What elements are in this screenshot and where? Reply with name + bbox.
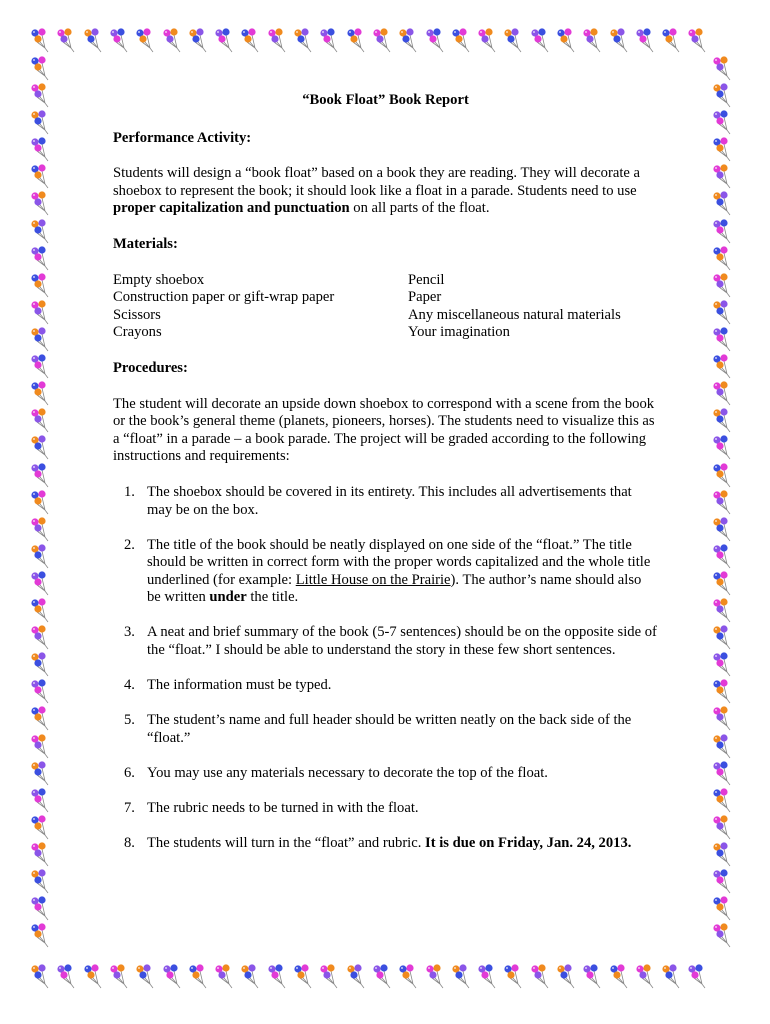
balloon-bunch-icon: [713, 896, 730, 920]
balloon-bunch-icon: [31, 191, 48, 215]
balloon-bunch-icon: [189, 964, 206, 988]
balloon-bunch-icon: [268, 28, 285, 52]
balloon-bunch-icon: [189, 28, 206, 52]
balloon-bunch-icon: [713, 490, 730, 514]
material-item: Construction paper or gift-wrap paper: [113, 289, 335, 306]
performance-text-1: Students will design a “book float” based on a book they are reading. They will decorate a shoebox to represent the book; it should look like a float in a parade. Students need to use: [113, 165, 640, 199]
balloon-bunch-icon: [478, 28, 495, 52]
balloon-bunch-icon: [713, 246, 730, 270]
balloon-bunch-icon: [713, 761, 730, 785]
balloon-bunch-icon: [713, 815, 730, 839]
balloon-bunch-icon: [31, 463, 48, 487]
balloon-bunch-icon: [31, 761, 48, 785]
balloon-bunch-icon: [610, 964, 627, 988]
step-text: The shoebox should be covered in its entirety. This includes all advertisements that may be on the box.: [147, 483, 632, 518]
balloon-bunch-icon: [31, 869, 48, 893]
step-item: [113, 484, 658, 519]
step-number: 5.: [124, 712, 135, 729]
balloon-bunch-icon: [31, 544, 48, 568]
balloon-bunch-icon: [713, 137, 730, 161]
step-text: the title.: [246, 589, 299, 606]
balloon-bunch-icon: [31, 300, 48, 324]
balloon-bunch-icon: [31, 435, 48, 459]
balloon-bunch-icon: [110, 964, 127, 988]
balloon-bunch-icon: [31, 137, 48, 161]
balloon-bunch-icon: [31, 679, 48, 703]
balloon-bunch-icon: [31, 896, 48, 920]
balloon-bunch-icon: [713, 354, 730, 378]
balloon-bunch-icon: [713, 625, 730, 649]
balloon-bunch-icon: [31, 923, 48, 947]
step-number: 2.: [124, 536, 135, 553]
balloon-bunch-icon: [713, 408, 730, 432]
performance-paragraph: [113, 165, 658, 218]
balloon-bunch-icon: [31, 56, 48, 80]
balloon-bunch-icon: [713, 652, 730, 676]
balloon-bunch-icon: [713, 571, 730, 595]
balloon-bunch-icon: [31, 788, 48, 812]
balloon-bunch-icon: [713, 273, 730, 297]
balloon-bunch-icon: [31, 815, 48, 839]
balloon-bunch-icon: [713, 869, 730, 893]
document-body: [113, 92, 658, 870]
material-item: Paper: [408, 289, 442, 306]
balloon-bunch-icon: [31, 571, 48, 595]
balloon-bunch-icon: [713, 544, 730, 568]
balloon-bunch-icon: [713, 679, 730, 703]
step-text: The students will turn in the “float” and rubric.: [147, 835, 426, 852]
step-item: [113, 800, 658, 818]
balloon-bunch-icon: [713, 598, 730, 622]
balloon-bunch-icon: [636, 964, 653, 988]
step-number: 7.: [124, 800, 135, 817]
balloon-bunch-icon: [31, 517, 48, 541]
procedures-heading: Procedures:: [113, 359, 188, 376]
balloon-bunch-icon: [320, 964, 337, 988]
balloon-bunch-icon: [713, 788, 730, 812]
balloon-bunch-icon: [531, 964, 548, 988]
procedures-intro: The student will decorate an upside down shoebox to correspond with a scene from the book or the book’s general theme (planets, pioneers, horses). The students need to visualize this as a “float” in a parade – a book parade. The project will be graded according to the following instructions and requirements:: [113, 395, 655, 465]
example-book-title: Little House on the Prairie: [295, 571, 451, 588]
balloon-bunch-icon: [136, 28, 153, 52]
performance-text-2: on all parts of the float.: [349, 200, 490, 217]
balloon-bunch-icon: [31, 842, 48, 866]
balloon-bunch-icon: [31, 83, 48, 107]
step-item: [113, 537, 658, 607]
balloon-bunch-icon: [504, 28, 521, 52]
balloon-bunch-icon: [713, 381, 730, 405]
balloon-bunch-icon: [241, 964, 258, 988]
balloon-bunch-icon: [31, 652, 48, 676]
balloon-bunch-icon: [241, 28, 258, 52]
balloon-bunch-icon: [452, 964, 469, 988]
balloon-bunch-icon: [373, 28, 390, 52]
balloon-bunch-icon: [31, 354, 48, 378]
materials-column-left: [113, 272, 408, 342]
balloon-bunch-icon: [84, 964, 101, 988]
balloon-bunch-icon: [504, 964, 521, 988]
balloon-bunch-icon: [31, 164, 48, 188]
balloon-bunch-icon: [452, 28, 469, 52]
materials-heading: Materials:: [113, 235, 178, 252]
balloon-bunch-icon: [713, 191, 730, 215]
balloon-bunch-icon: [31, 246, 48, 270]
step-item: [113, 677, 658, 695]
step-text: The title of the book should be neatly displayed on one side of the “float.” The title should be written in correct form with the proper words capitalized and the whole title underlined (for example:: [147, 536, 651, 588]
balloon-bunch-icon: [31, 706, 48, 730]
balloon-bunch-icon: [31, 219, 48, 243]
step-item: [113, 835, 658, 853]
balloon-bunch-icon: [294, 964, 311, 988]
balloon-bunch-icon: [215, 964, 232, 988]
balloon-bunch-icon: [713, 56, 730, 80]
balloon-bunch-icon: [31, 408, 48, 432]
step-number: 3.: [124, 624, 135, 641]
balloon-bunch-icon: [31, 490, 48, 514]
step-text: ). The author’s name should also be written: [147, 571, 642, 606]
balloon-bunch-icon: [478, 964, 495, 988]
balloon-bunch-icon: [688, 28, 705, 52]
balloon-bunch-icon: [713, 83, 730, 107]
material-item: Crayons: [113, 324, 162, 341]
balloon-bunch-icon: [688, 964, 705, 988]
step-number: 6.: [124, 764, 135, 781]
balloon-bunch-icon: [31, 28, 48, 52]
balloon-bunch-icon: [713, 842, 730, 866]
balloon-bunch-icon: [57, 964, 74, 988]
balloon-bunch-icon: [713, 219, 730, 243]
balloon-bunch-icon: [268, 964, 285, 988]
balloon-bunch-icon: [610, 28, 627, 52]
material-item: Any miscellaneous natural materials: [408, 306, 621, 323]
balloon-bunch-icon: [636, 28, 653, 52]
material-item: Pencil: [408, 271, 445, 288]
balloon-bunch-icon: [163, 28, 180, 52]
balloon-bunch-icon: [110, 28, 127, 52]
balloon-bunch-icon: [163, 964, 180, 988]
due-date: It is due on Friday, Jan. 24, 2013.: [425, 835, 632, 852]
balloon-bunch-icon: [713, 517, 730, 541]
balloon-bunch-icon: [84, 28, 101, 52]
balloon-bunch-icon: [713, 300, 730, 324]
balloon-bunch-icon: [347, 964, 364, 988]
step-item: [113, 712, 658, 747]
balloon-bunch-icon: [557, 28, 574, 52]
balloon-bunch-icon: [583, 964, 600, 988]
balloon-bunch-icon: [31, 110, 48, 134]
balloon-bunch-icon: [713, 435, 730, 459]
balloon-bunch-icon: [31, 625, 48, 649]
balloon-bunch-icon: [31, 734, 48, 758]
step-text: The student’s name and full header should be written neatly on the back side of the “float.”: [147, 712, 632, 746]
balloon-bunch-icon: [399, 28, 416, 52]
balloon-bunch-icon: [320, 28, 337, 52]
step-item: [113, 624, 658, 659]
step-number: 1.: [124, 483, 135, 500]
balloon-bunch-icon: [31, 273, 48, 297]
material-item: Your imagination: [408, 324, 510, 341]
balloon-bunch-icon: [31, 598, 48, 622]
step-number: 8.: [124, 835, 135, 852]
balloon-bunch-icon: [531, 28, 548, 52]
balloon-bunch-icon: [399, 964, 416, 988]
step-text: The information must be typed.: [147, 677, 332, 694]
balloon-bunch-icon: [426, 28, 443, 52]
performance-heading: Performance Activity:: [113, 129, 252, 146]
step-text: A neat and brief summary of the book (5-7 sentences) should be on the opposite side of the “float.” I should be able to understand the story in these few short sentences.: [147, 624, 657, 659]
step-text: You may use any materials necessary to decorate the top of the float.: [147, 764, 548, 781]
balloon-bunch-icon: [373, 964, 390, 988]
balloon-bunch-icon: [294, 28, 311, 52]
balloon-bunch-icon: [426, 964, 443, 988]
balloon-bunch-icon: [713, 923, 730, 947]
step-bold: under: [209, 589, 247, 606]
balloon-bunch-icon: [136, 964, 153, 988]
balloon-bunch-icon: [557, 964, 574, 988]
step-item: [113, 765, 658, 783]
procedure-steps: [113, 484, 658, 853]
materials-column-right: [408, 272, 658, 342]
balloon-bunch-icon: [713, 463, 730, 487]
balloon-bunch-icon: [713, 706, 730, 730]
balloon-bunch-icon: [662, 28, 679, 52]
balloon-bunch-icon: [583, 28, 600, 52]
balloon-bunch-icon: [31, 964, 48, 988]
balloon-bunch-icon: [662, 964, 679, 988]
page-title: “Book Float” Book Report: [302, 92, 469, 108]
balloon-bunch-icon: [31, 381, 48, 405]
balloon-bunch-icon: [31, 327, 48, 351]
materials-list: [113, 272, 658, 342]
balloon-bunch-icon: [713, 164, 730, 188]
balloon-bunch-icon: [713, 327, 730, 351]
material-item: Scissors: [113, 306, 161, 323]
step-text: The rubric needs to be turned in with the float.: [147, 800, 419, 817]
balloon-bunch-icon: [347, 28, 364, 52]
balloon-bunch-icon: [215, 28, 232, 52]
performance-bold: proper capitalization and punctuation: [113, 200, 350, 217]
balloon-bunch-icon: [713, 734, 730, 758]
material-item: Empty shoebox: [113, 271, 205, 288]
balloon-bunch-icon: [57, 28, 74, 52]
balloon-bunch-icon: [713, 110, 730, 134]
step-number: 4.: [124, 677, 135, 694]
